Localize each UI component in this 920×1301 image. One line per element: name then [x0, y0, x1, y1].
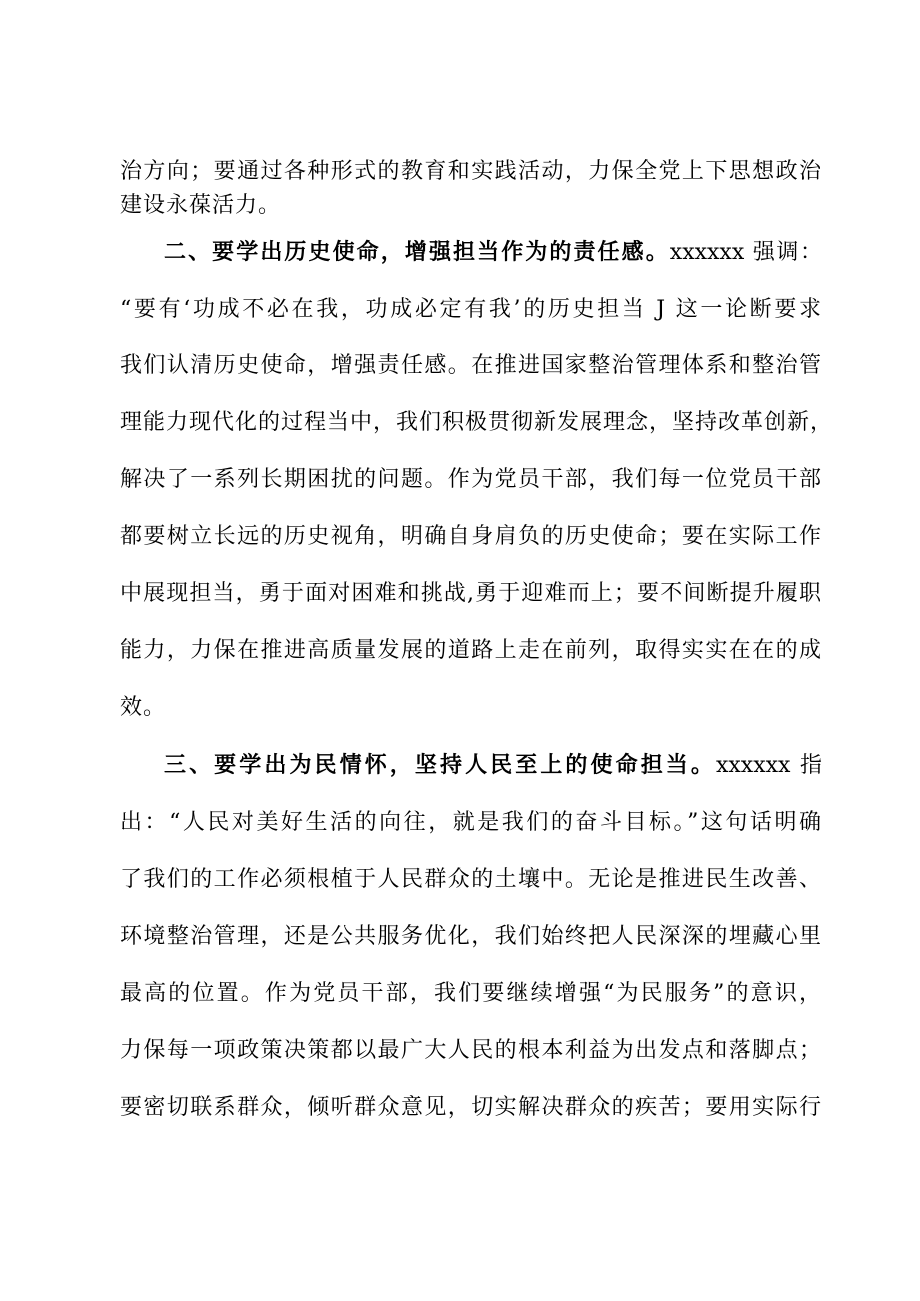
paragraph-3-line-6: 要密切联系群众，倾听群众意见，切实解决群众的疾苦；要用实际行	[120, 1095, 822, 1120]
paragraph-2-line-5: 都要树立长远的历史视角，明确自身肩负的历史使命；要在实际工作	[120, 524, 822, 549]
section-3-heading: 三、要学出为民情怀，坚持人民至上的使命担当。	[164, 753, 716, 778]
section-3-lead: xxxxxx 指	[715, 753, 822, 778]
paragraph-3-line-3: 环境整治管理，还是公共服务优化，我们始终把人民深深的埋藏心里	[120, 924, 822, 949]
paragraph-2-line-4: 解决了一系列长期困扰的问题。作为党员干部，我们每一位党员干部	[120, 467, 822, 492]
paragraph-3-heading-line	[164, 746, 822, 786]
paragraph-2-heading-line	[164, 233, 822, 273]
paragraph-3-line-4: 最高的位置。作为党员干部，我们要继续增强“为民服务”的意识，	[120, 981, 822, 1006]
paragraph-2-line-7: 能力，力保在推进高质量发展的道路上走在前列，取得实实在在的成	[120, 638, 822, 663]
paragraph-3-line-2: 了我们的工作必须根植于人民群众的土壤中。无论是推进民生改善、	[120, 867, 822, 892]
paragraph-3-line-5: 力保每一项政策决策都以最广大人民的根本利益为出发点和落脚点；	[120, 1038, 822, 1063]
paragraph-1-line-2: 建设永葆活力。	[120, 193, 282, 218]
paragraph-3-line-1: 出：“人民对美好生活的向往，就是我们的奋斗目标。”这句话明确	[120, 810, 822, 835]
paragraph-2-line-2: 我们认清历史使命，增强责任感。在推进国家整治管理体系和整治管	[120, 353, 822, 378]
section-2-lead: xxxxxx 强调：	[669, 240, 822, 265]
paragraph-2-line-1: “要有‘功成不必在我，功成必定有我’的历史担当 J 这一论断要求	[120, 297, 822, 322]
paragraph-2-line-3: 理能力现代化的过程当中，我们积极贯彻新发展理念，坚持改革创新，	[120, 410, 834, 435]
section-2-heading: 二、要学出历史使命，增强担当作为的责任感。	[164, 240, 670, 265]
paragraph-2-line-6: 中展现担当，勇于面对困难和挑战,勇于迎难而上；要不间断提升履职	[120, 581, 822, 606]
paragraph-2-line-8: 效。	[120, 695, 167, 720]
paragraph-1-line-1: 治方向；要通过各种形式的教育和实践活动，力保全党上下思想政治	[120, 159, 822, 184]
